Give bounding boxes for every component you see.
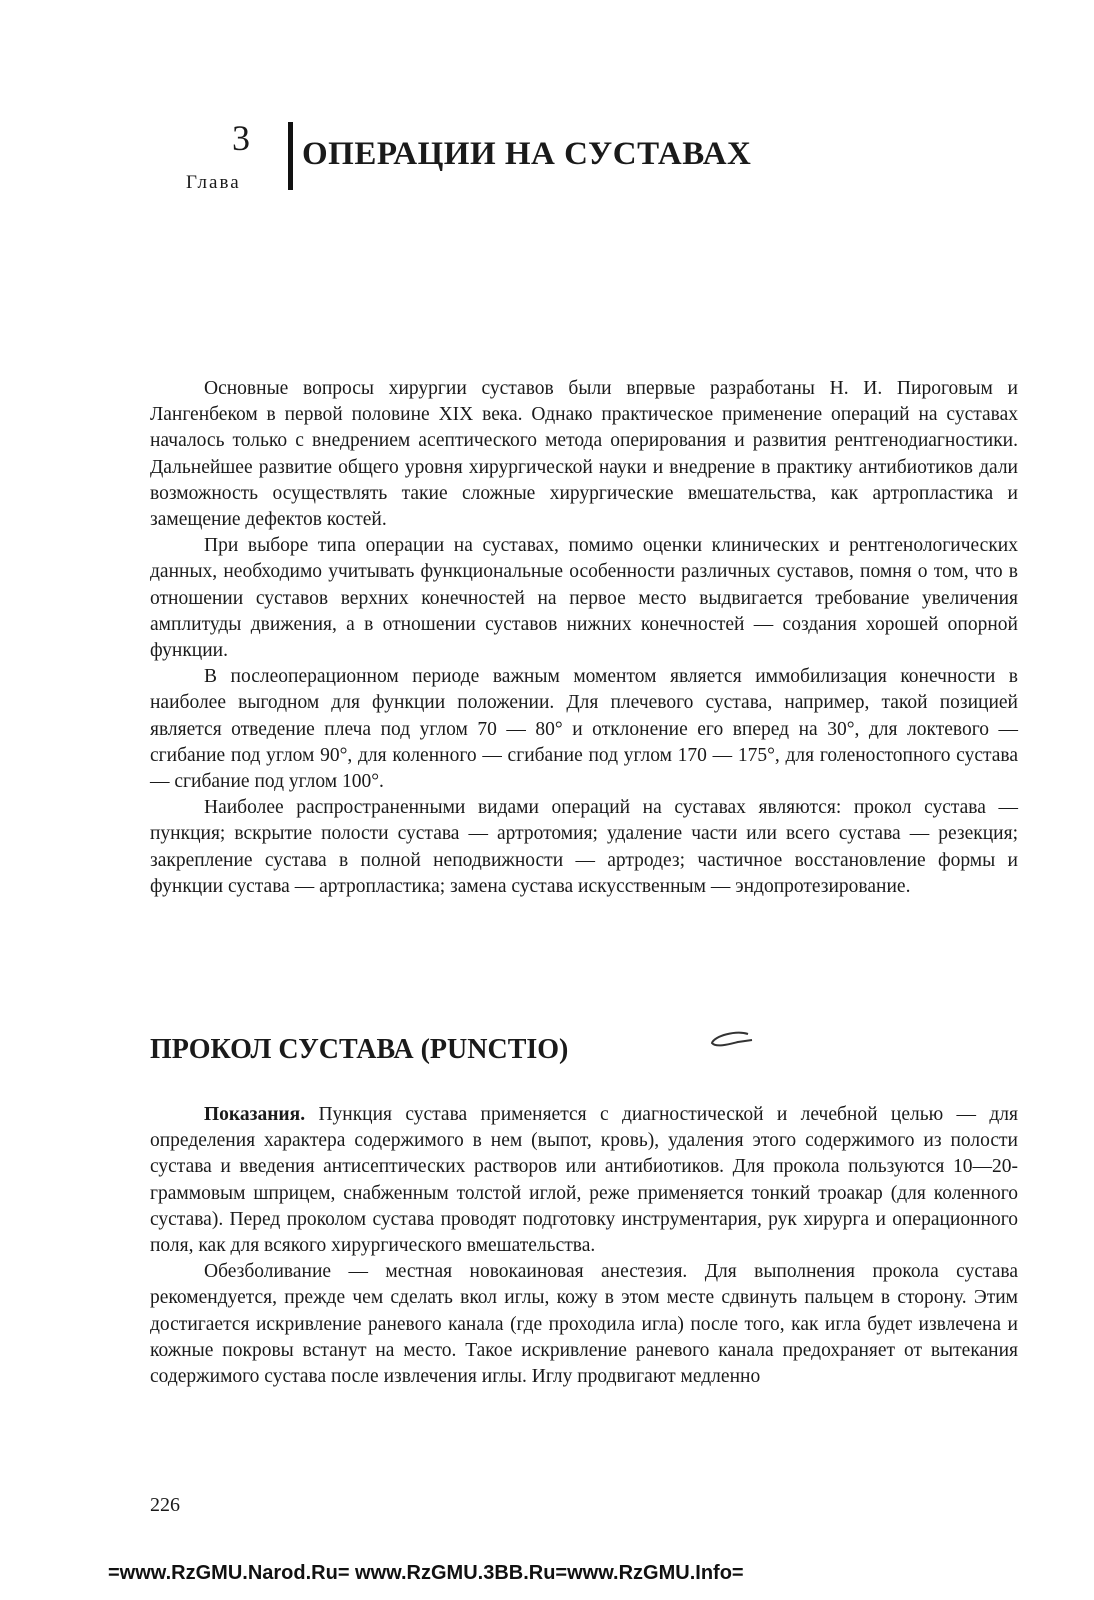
intro-paragraph-1: Основные вопросы хирургии суставов были впервые разработаны Н. И. Пироговым и Лангенбеком в первой половине XIX века. Однако практическое применение операций на суставах началось только с внедрением асептического метода оперирования и развития рентгенодиагностики. Дальнейшее развитие общего уровня хирургической науки и внедрение в практику антибиотиков дали возможность осуществлять такие сложные хирургические вмешательства, как артропластика и замещение дефектов костей. <box>150 378 1018 531</box>
chapter-title: ОПЕРАЦИИ НА СУСТАВАХ <box>302 136 752 172</box>
indications-lead: Показания. <box>204 1104 306 1125</box>
indications-text: Пункция сустава применяется с диагностической и лечебной целью — для определения характера содержимого в нем (выпот, кровь), удаления этого содержимого из полости сустава и введения антисептических растворов или антибиотиков. Для прокола пользуются 10—20-граммовым шприцем, снабженным толстой иглой, реже применяется тонкий троакар (для коленного сустава). Перед проколом сустава проводят подготовку инструментария, рук хирурга и операционного поля, как для всякого хирургического вмешательства. <box>150 1104 1018 1257</box>
intro-paragraph-2: При выборе типа операции на суставах, помимо оценки клинических и рентгенологических данных, необходимо учитывать функциональные особенности различных суставов, помня о том, что в отношении суставов верхних конечностей на первое место выдвигается требование увеличения амплитуды движения, а в отношении суставов нижних конечностей — создания хорошей опорной функции. <box>150 535 1018 662</box>
chapter-divider-bar <box>288 122 293 190</box>
intro-text <box>150 376 1018 900</box>
pen-scribble-icon <box>708 1030 756 1052</box>
indications-paragraph <box>150 1102 1018 1259</box>
anesthesia-paragraph: Обезболивание — местная новокаиновая анестезия. Для выполнения прокола сустава рекомендуется, прежде чем сделать вкол иглы, кожу в этом месте сдвинуть пальцем в сторону. Этим достигается искривление раневого канала (где проходила игла) после того, как игла будет извлечена и кожные покровы встанут на место. Такое искривление раневого канала предохраняет от вытекания содержимого сустава после извлечения иглы. Иглу продвигают медленно <box>150 1261 1018 1388</box>
page-number: 226 <box>150 1494 180 1516</box>
intro-paragraph-3: В послеоперационном периоде важным моментом является иммобилизация конечности в наиболее выгодном для функции положении. Для плечевого сустава, например, такой позицией является отведение плеча под углом 70 — 80° и отклонение его вперед на 30°, для локтевого — сгибание под углом 90°, для коленного — сгибание под углом 170 — 175°, для голеностопного сустава — сгибание под углом 100°. <box>150 666 1018 793</box>
chapter-label: Глава <box>186 172 241 193</box>
section-heading: ПРОКОЛ СУСТАВА (PUNCTIO) <box>150 1034 569 1065</box>
footer-watermark: =www.RzGMU.Narod.Ru= www.RzGMU.3BB.Ru=www.RzGMU.Info= <box>108 1562 744 1584</box>
section-text <box>150 1102 1018 1390</box>
intro-paragraph-4: Наиболее распространенными видами операций на суставах являются: прокол сустава — пункция; вскрытие полости сустава — артротомия; удаление части или всего сустава — резекция; закрепление сустава в полной неподвижности — артродез; частичное восстановление формы и функции сустава — артропластика; замена сустава искусственным — эндопротезирование. <box>150 797 1018 897</box>
chapter-number: 3 <box>232 118 250 158</box>
